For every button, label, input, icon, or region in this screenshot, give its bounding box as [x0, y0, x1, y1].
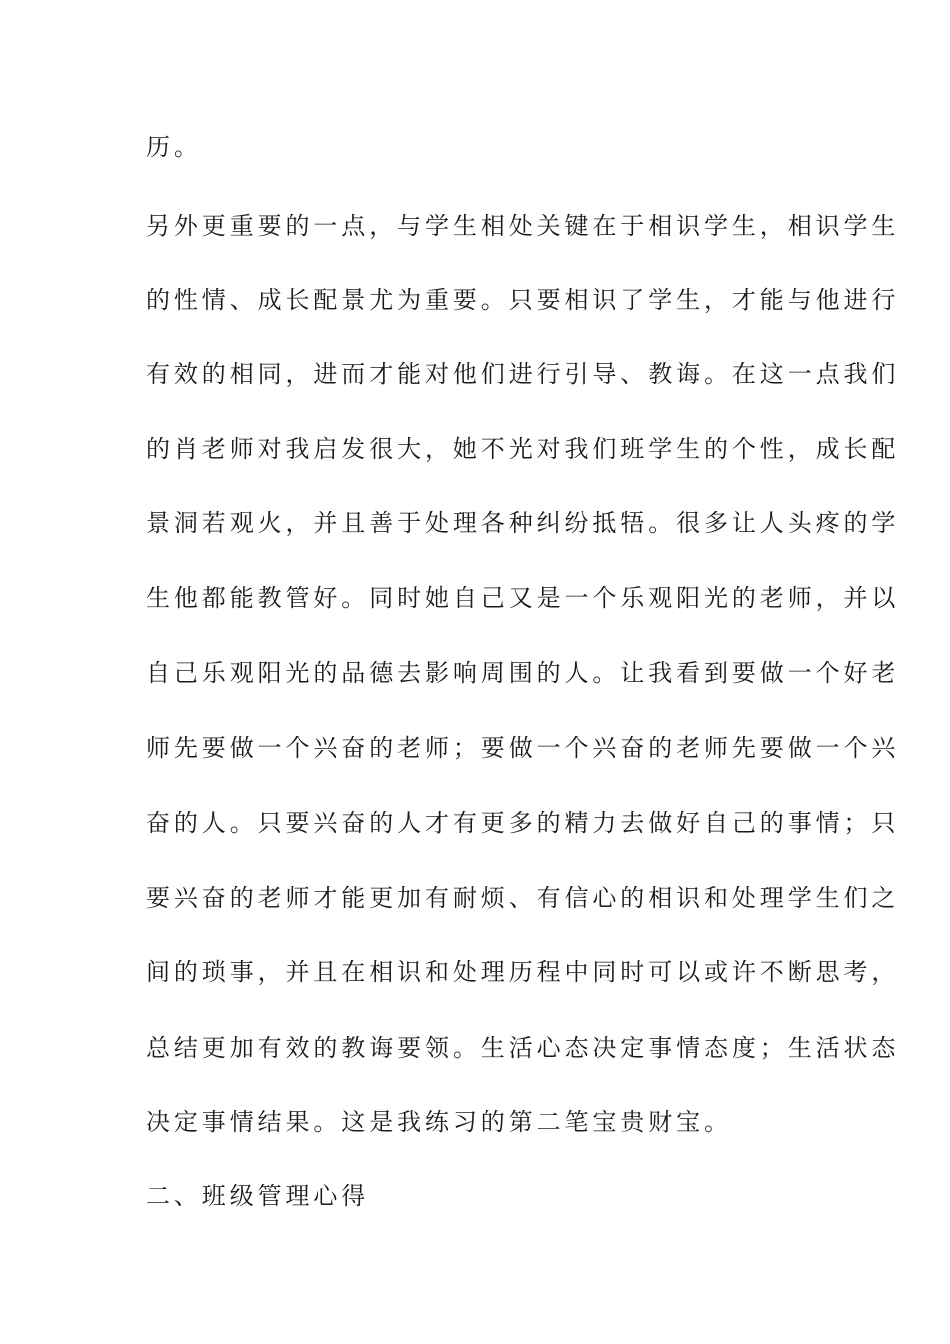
text-line-4: 有效的相同，进而才能对他们进行引导、教诲。在这一点我们: [146, 360, 900, 388]
text-line-9: 师先要做一个兴奋的老师；要做一个兴奋的老师先要做一个兴: [146, 734, 900, 762]
text-line-3: 的性情、成长配景尤为重要。只要相识了学生，才能与他进行: [146, 286, 900, 314]
text-line-12: 间的琐事，并且在相识和处理历程中同时可以或许不断思考，: [146, 958, 900, 986]
text-line-8: 自己乐观阳光的品德去影响周围的人。让我看到要做一个好老: [146, 659, 900, 687]
text-line-1: 历。: [146, 133, 202, 161]
text-line-10: 奋的人。只要兴奋的人才有更多的精力去做好自己的事情；只: [146, 809, 900, 837]
section-heading: 二、班级管理心得: [146, 1182, 370, 1210]
text-line-6: 景洞若观火，并且善于处理各种纠纷抵牾。很多让人头疼的学: [146, 509, 900, 537]
text-line-13: 总结更加有效的教诲要领。生活心态决定事情态度；生活状态: [146, 1034, 900, 1062]
text-line-2: 另外更重要的一点，与学生相处关键在于相识学生，相识学生: [146, 212, 900, 240]
text-line-5: 的肖老师对我启发很大，她不光对我们班学生的个性，成长配: [146, 435, 900, 463]
text-line-14: 决定事情结果。这是我练习的第二笔宝贵财宝。: [146, 1108, 732, 1136]
text-line-7: 生他都能教管好。同时她自己又是一个乐观阳光的老师，并以: [146, 584, 900, 612]
text-line-11: 要兴奋的老师才能更加有耐烦、有信心的相识和处理学生们之: [146, 884, 900, 912]
